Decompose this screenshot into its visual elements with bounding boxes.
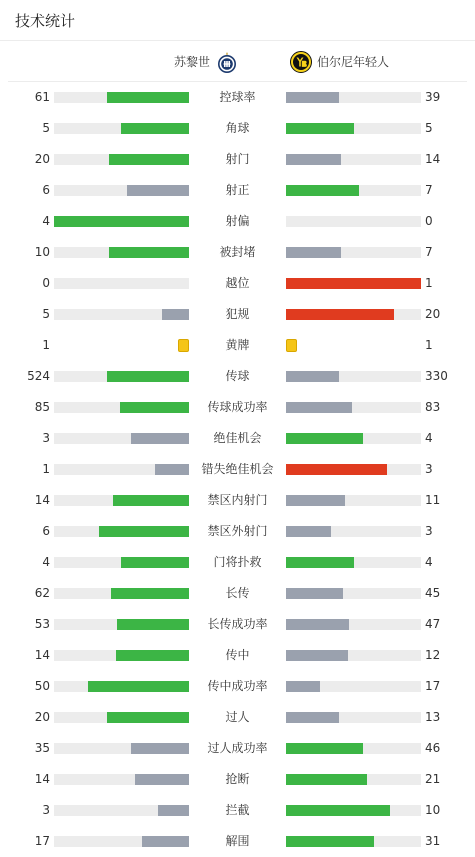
stat-row xyxy=(0,764,475,795)
home-stat-bar-track xyxy=(54,185,189,196)
stat-label: 门将扑救 xyxy=(213,555,262,569)
away-stat-bar-track xyxy=(286,526,421,537)
stat-row xyxy=(0,733,475,764)
home-stat-value: 20 xyxy=(34,710,50,724)
home-stat-value: 20 xyxy=(34,152,50,166)
home-stat-bar-track xyxy=(54,247,189,258)
home-stat-bar xyxy=(131,433,189,444)
home-stat-bar xyxy=(116,650,189,661)
home-stat-value: 85 xyxy=(34,400,50,414)
away-stat-bar xyxy=(286,557,354,568)
away-stat-bar-track xyxy=(286,712,421,723)
stat-row xyxy=(0,640,475,671)
stat-label: 解围 xyxy=(225,834,250,848)
home-stat-bar xyxy=(162,309,189,320)
stat-label: 传球 xyxy=(225,369,250,383)
stat-row xyxy=(0,330,475,361)
away-stat-bar xyxy=(286,123,354,134)
stat-label: 禁区外射门 xyxy=(207,524,268,538)
home-stat-value: 50 xyxy=(34,679,50,693)
home-stat-value: 3 xyxy=(42,431,50,445)
home-stat-bar xyxy=(158,805,189,816)
home-stat-bar xyxy=(120,402,189,413)
section-header xyxy=(0,0,475,41)
home-stat-bar xyxy=(109,247,189,258)
away-stat-bar-track xyxy=(286,836,421,847)
away-stat-value: 45 xyxy=(425,586,441,600)
stat-row xyxy=(0,609,475,640)
stat-label: 射偏 xyxy=(225,214,250,228)
away-stat-bar xyxy=(286,464,387,475)
home-stat-bar-track xyxy=(54,743,189,754)
home-stat-bar xyxy=(127,185,189,196)
home-stat-bar xyxy=(109,154,189,165)
home-stat-value: 0 xyxy=(42,276,50,290)
away-stat-bar xyxy=(286,247,341,258)
home-stat-value: 1 xyxy=(42,338,50,352)
away-stat-bar-track xyxy=(286,557,421,568)
away-stat-value: 83 xyxy=(425,400,441,414)
away-stat-bar xyxy=(286,495,345,506)
home-stat-bar xyxy=(88,681,189,692)
stat-label: 传球成功率 xyxy=(207,400,268,414)
home-stat-bar-track xyxy=(54,650,189,661)
home-stat-bar xyxy=(113,495,189,506)
teams-header xyxy=(8,41,467,82)
away-stat-bar-track xyxy=(286,650,421,661)
away-stat-bar-track xyxy=(286,92,421,103)
away-stat-value: 10 xyxy=(425,803,441,817)
home-stat-bar xyxy=(121,557,189,568)
away-stat-bar-track xyxy=(286,185,421,196)
home-stat-bar-track xyxy=(54,309,189,320)
away-stat-value: 3 xyxy=(425,524,433,538)
home-stat-bar-track xyxy=(54,154,189,165)
away-stat-bar-track xyxy=(286,371,421,382)
stat-label: 长传成功率 xyxy=(207,617,268,631)
stat-row xyxy=(0,485,475,516)
stat-row xyxy=(0,175,475,206)
stat-label: 控球率 xyxy=(219,90,256,104)
away-stat-value: 20 xyxy=(425,307,441,321)
away-stat-bar-track xyxy=(286,681,421,692)
home-stat-value: 6 xyxy=(42,524,50,538)
home-stat-bar xyxy=(155,464,189,475)
stat-row xyxy=(0,826,475,857)
stat-label: 黄牌 xyxy=(225,338,250,352)
away-stat-value: 7 xyxy=(425,245,433,259)
away-stat-bar-track xyxy=(286,588,421,599)
home-stat-bar-track xyxy=(54,805,189,816)
stat-row xyxy=(0,671,475,702)
away-stat-bar xyxy=(286,402,352,413)
home-stat-value: 6 xyxy=(42,183,50,197)
away-stat-value: 21 xyxy=(425,772,441,786)
stat-row xyxy=(0,392,475,423)
home-stat-bar xyxy=(135,774,189,785)
home-stat-bar-track xyxy=(54,278,189,289)
stat-label: 传中成功率 xyxy=(207,679,268,693)
home-stat-bar xyxy=(131,743,189,754)
stat-label: 绝佳机会 xyxy=(213,431,262,445)
stat-label: 射正 xyxy=(225,183,250,197)
away-stat-bar-track xyxy=(286,433,421,444)
home-stat-bar-track xyxy=(54,681,189,692)
away-stat-value: 7 xyxy=(425,183,433,197)
stat-row xyxy=(0,547,475,578)
stat-label: 错失绝佳机会 xyxy=(201,462,274,476)
home-stat-bar-track xyxy=(54,557,189,568)
home-stat-bar xyxy=(107,371,189,382)
away-stat-bar xyxy=(286,526,331,537)
away-stat-value: 39 xyxy=(425,90,441,104)
away-stat-value: 4 xyxy=(425,431,433,445)
home-team[interactable] xyxy=(174,41,238,82)
away-stat-value: 5 xyxy=(425,121,433,135)
away-stat-bar xyxy=(286,309,394,320)
home-stat-bar xyxy=(107,712,189,723)
young-boys-crest-icon xyxy=(290,51,312,73)
away-stat-bar xyxy=(286,650,348,661)
home-stat-value: 524 xyxy=(27,369,50,383)
stat-label: 犯规 xyxy=(225,307,250,321)
section-title: 技术统计 xyxy=(15,12,76,30)
home-team-name: 苏黎世 xyxy=(173,55,210,69)
stat-label: 过人 xyxy=(225,710,250,724)
stat-label: 拦截 xyxy=(225,803,250,817)
away-stat-value: 47 xyxy=(425,617,441,631)
stat-label: 过人成功率 xyxy=(207,741,268,755)
home-stat-bar xyxy=(99,526,189,537)
away-stat-value: 0 xyxy=(425,214,433,228)
away-stat-bar xyxy=(286,712,339,723)
away-stat-bar-track xyxy=(286,805,421,816)
away-yellow-card-icon xyxy=(286,339,297,352)
away-stat-bar xyxy=(286,774,367,785)
away-stat-value: 12 xyxy=(425,648,441,662)
home-stat-value: 10 xyxy=(34,245,50,259)
stat-label: 越位 xyxy=(225,276,250,290)
away-stat-bar-track xyxy=(286,495,421,506)
home-stat-bar-track xyxy=(54,92,189,103)
stat-label: 长传 xyxy=(225,586,250,600)
away-stat-bar-track xyxy=(286,774,421,785)
away-stat-bar-track xyxy=(286,216,421,227)
away-stat-bar-track xyxy=(286,309,421,320)
stat-label: 射门 xyxy=(225,152,250,166)
stat-row xyxy=(0,516,475,547)
home-stat-value: 4 xyxy=(42,214,50,228)
home-stat-bar-track xyxy=(54,464,189,475)
stat-row xyxy=(0,206,475,237)
away-stat-bar xyxy=(286,278,421,289)
away-stat-bar-track xyxy=(286,123,421,134)
home-stat-bar xyxy=(107,92,189,103)
home-stat-bar-track xyxy=(54,712,189,723)
away-stat-bar-track xyxy=(286,464,421,475)
home-stat-bar-track xyxy=(54,123,189,134)
home-stat-bar xyxy=(54,216,189,227)
home-stat-bar-track xyxy=(54,216,189,227)
home-yellow-card-icon xyxy=(178,339,189,352)
home-stat-bar-track xyxy=(54,774,189,785)
home-stat-value: 62 xyxy=(34,586,50,600)
home-stat-bar-track xyxy=(54,402,189,413)
home-stat-value: 17 xyxy=(34,834,50,848)
stat-row xyxy=(0,82,475,113)
home-stat-value: 4 xyxy=(42,555,50,569)
away-stat-value: 330 xyxy=(425,369,448,383)
stat-row xyxy=(0,578,475,609)
home-stat-bar-track xyxy=(54,371,189,382)
home-stat-bar xyxy=(111,588,189,599)
away-stat-bar-track xyxy=(286,247,421,258)
stat-label: 被封堵 xyxy=(219,245,256,259)
stat-row xyxy=(0,795,475,826)
away-stat-value: 3 xyxy=(425,462,433,476)
stat-row xyxy=(0,454,475,485)
stat-row xyxy=(0,423,475,454)
away-stat-bar xyxy=(286,836,374,847)
home-stat-value: 61 xyxy=(34,90,50,104)
home-stat-value: 14 xyxy=(34,772,50,786)
away-team[interactable] xyxy=(290,41,389,82)
away-stat-value: 11 xyxy=(425,493,441,507)
away-stat-value: 46 xyxy=(425,741,441,755)
away-stat-bar xyxy=(286,588,343,599)
fc-zurich-crest-icon xyxy=(216,51,238,73)
away-team-name: 伯尔尼年轻人 xyxy=(317,55,390,69)
away-stat-bar xyxy=(286,433,363,444)
stat-label: 抢断 xyxy=(225,772,250,786)
stat-row xyxy=(0,113,475,144)
away-stat-value: 1 xyxy=(425,276,433,290)
away-stat-value: 4 xyxy=(425,555,433,569)
home-stat-value: 14 xyxy=(34,648,50,662)
stat-row xyxy=(0,268,475,299)
away-stat-bar-track xyxy=(286,402,421,413)
home-stat-value: 53 xyxy=(34,617,50,631)
home-stat-value: 3 xyxy=(42,803,50,817)
away-stat-bar-track xyxy=(286,154,421,165)
home-stat-bar-track xyxy=(54,526,189,537)
home-stat-value: 35 xyxy=(34,741,50,755)
away-stat-bar xyxy=(286,681,320,692)
away-stat-bar xyxy=(286,743,363,754)
home-stat-value: 5 xyxy=(42,121,50,135)
stat-row xyxy=(0,299,475,330)
home-stat-value: 5 xyxy=(42,307,50,321)
stat-row xyxy=(0,702,475,733)
away-stat-bar xyxy=(286,371,339,382)
stat-label: 禁区内射门 xyxy=(207,493,268,507)
away-stat-bar-track xyxy=(286,619,421,630)
away-stat-bar xyxy=(286,154,341,165)
away-stat-bar-track xyxy=(286,743,421,754)
away-stat-bar-track xyxy=(286,278,421,289)
home-stat-bar xyxy=(121,123,189,134)
home-stat-value: 1 xyxy=(42,462,50,476)
away-stat-value: 31 xyxy=(425,834,441,848)
away-stat-value: 17 xyxy=(425,679,441,693)
stat-row xyxy=(0,144,475,175)
away-stat-value: 14 xyxy=(425,152,441,166)
home-stat-bar-track xyxy=(54,619,189,630)
home-stat-bar-track xyxy=(54,836,189,847)
home-stat-bar-track xyxy=(54,433,189,444)
stat-row xyxy=(0,361,475,392)
home-stat-bar-track xyxy=(54,495,189,506)
home-stat-bar xyxy=(142,836,189,847)
away-stat-bar xyxy=(286,92,339,103)
away-stat-value: 13 xyxy=(425,710,441,724)
home-stat-value: 14 xyxy=(34,493,50,507)
stat-label: 传中 xyxy=(225,648,250,662)
away-stat-bar xyxy=(286,619,349,630)
home-stat-bar xyxy=(117,619,189,630)
away-stat-bar xyxy=(286,805,390,816)
away-stat-value: 1 xyxy=(425,338,433,352)
stat-row xyxy=(0,237,475,268)
away-stat-bar xyxy=(286,185,359,196)
home-stat-bar-track xyxy=(54,588,189,599)
stat-label: 角球 xyxy=(225,121,250,135)
